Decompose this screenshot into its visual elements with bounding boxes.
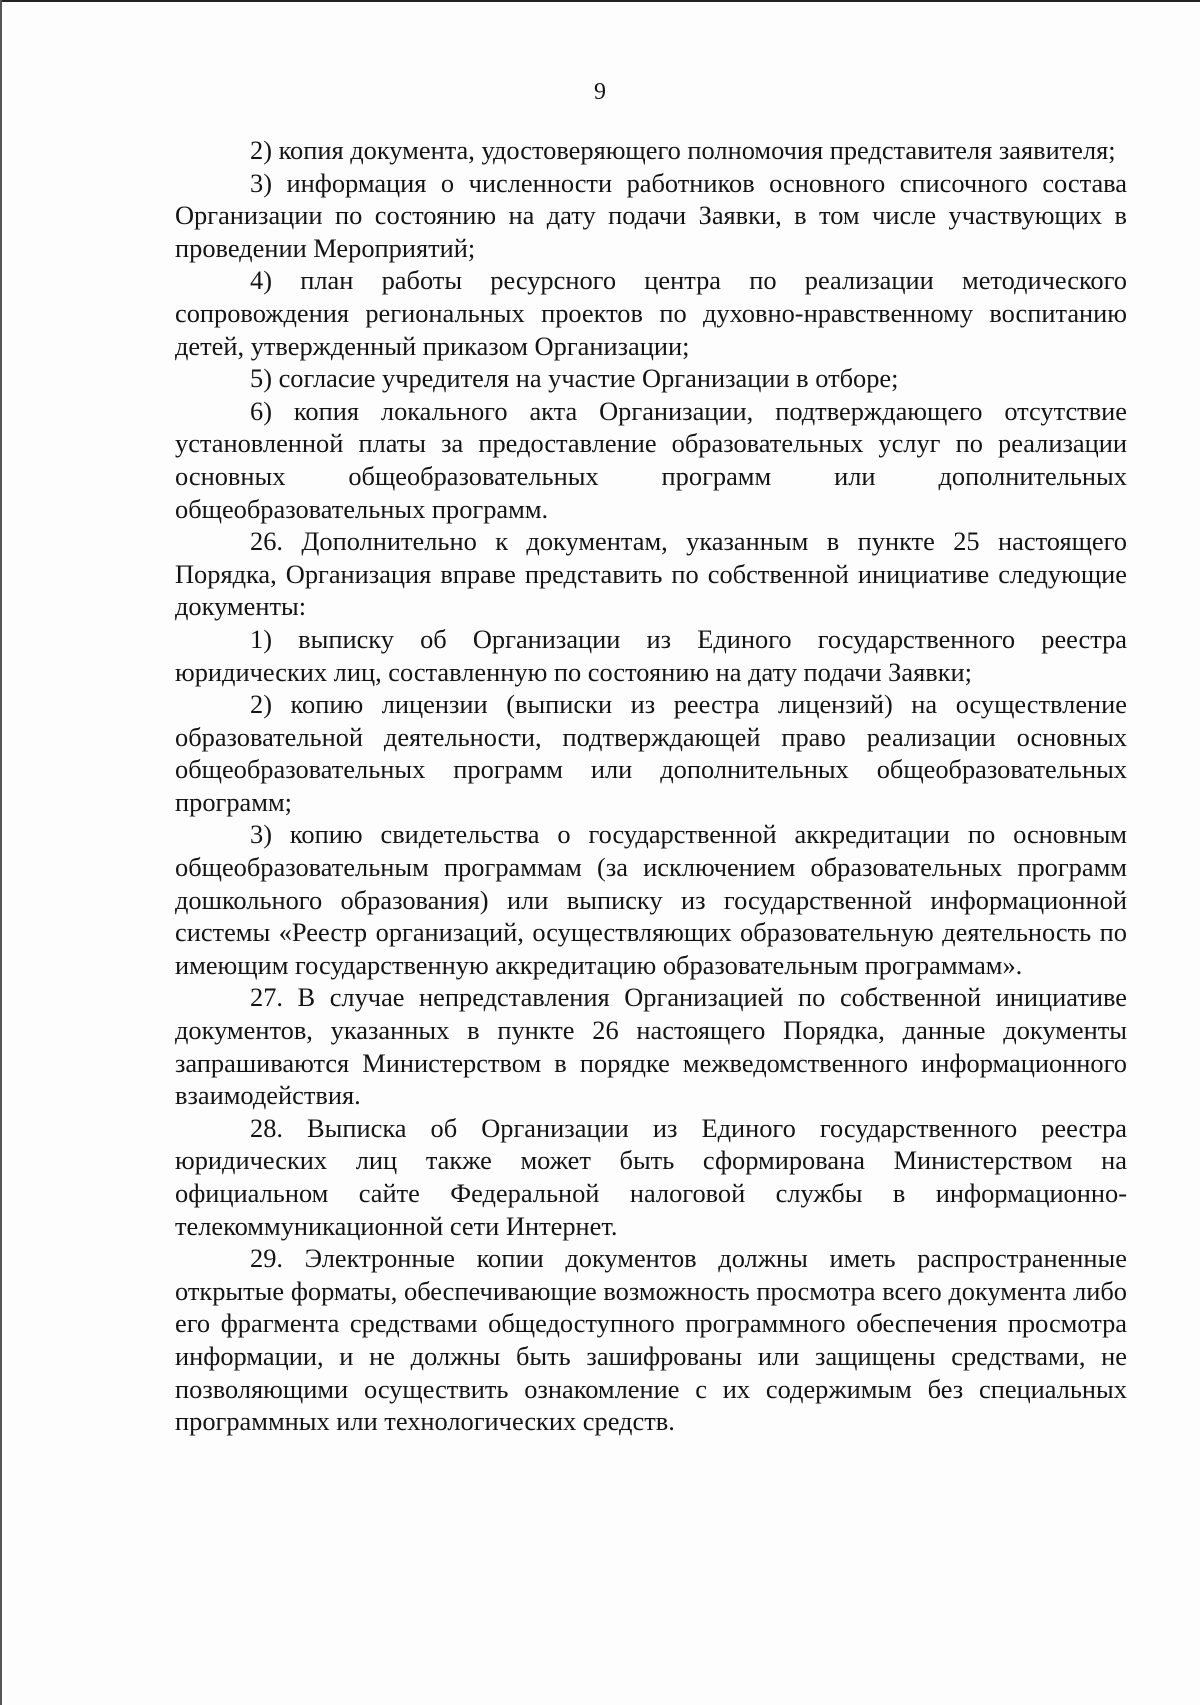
paragraph-clause-26: 26. Дополнительно к документам, указанным в пункте 25 настоящего Порядка, Организация вправе представить по собственной инициативе следующие документы: xyxy=(175,526,1127,622)
scan-edge-top xyxy=(0,0,1200,2)
paragraph-clause-28: 28. Выписка об Организации из Единого государственного реестра юридических лиц также может быть сформирована Министерством на официальном сайте Федеральной налоговой службы в информационно-телекоммуникационной сети Интернет. xyxy=(175,1112,1127,1241)
document-body xyxy=(175,134,1127,1438)
paragraph-clause-27: 27. В случае непредставления Организацией по собственной инициативе документов, указанных в пункте 26 настоящего Порядка, данные документы запрашиваются Министерством в порядке межведомственного информационного взаимодействия. xyxy=(175,982,1127,1111)
paragraph-clause-29: 29. Электронные копии документов должны иметь распространенные открытые форматы, обеспечивающие возможность просмотра всего документа либо его фрагмента средствами общедоступного программного обеспечения просмотра информации, и не должны быть зашифрованы или защищены средствами, не позволяющими осуществить ознакомление с их содержимым без специальных программных или технологических средств. xyxy=(175,1243,1127,1437)
scan-edge-left xyxy=(0,0,2,1705)
paragraph-item-3: 3) информация о численности работников основного списочного состава Организации по состоянию на дату подачи Заявки, в том числе участвующих в проведении Мероприятий; xyxy=(175,167,1127,263)
paragraph-item-6: 6) копия локального акта Организации, подтверждающего отсутствие установленной платы за предоставление образовательных услуг по реализации основных общеобразовательных программ или дополнительных общеобразовательных программ. xyxy=(175,395,1127,524)
paragraph-item-2: 2) копия документа, удостоверяющего полномочия представителя заявителя; xyxy=(250,135,1116,165)
paragraph-item-5: 5) согласие учредителя на участие Организации в отборе; xyxy=(250,363,899,394)
paragraph-clause-26-item-2: 2) копию лицензии (выписки из реестра лицензий) на осуществление образовательной деятельности, подтверждающей право реализации основных общеобразовательных программ или дополнительных общеобразовательных программ; xyxy=(175,689,1127,817)
paragraph-clause-26-item-1: 1) выписку об Организации из Единого государственного реестра юридических лиц, составленную по состоянию на дату подачи Заявки; xyxy=(175,623,1127,687)
paragraph-item-4: 4) план работы ресурсного центра по реализации методического сопровождения региональных проектов по духовно-нравственному воспитанию детей, утвержденный приказом Организации; xyxy=(175,265,1127,361)
paragraph-clause-26-item-3: 3) копию свидетельства о государственной аккредитации по основным общеобразовательным программам (за исключением образовательных программ дошкольного образования) или выписку из государственной информационной системы «Реестр организаций, осуществляющих образовательную деятельность по имеющим государственную аккредитацию образовательным программам». xyxy=(175,819,1127,980)
page-number: 9 xyxy=(594,79,606,105)
